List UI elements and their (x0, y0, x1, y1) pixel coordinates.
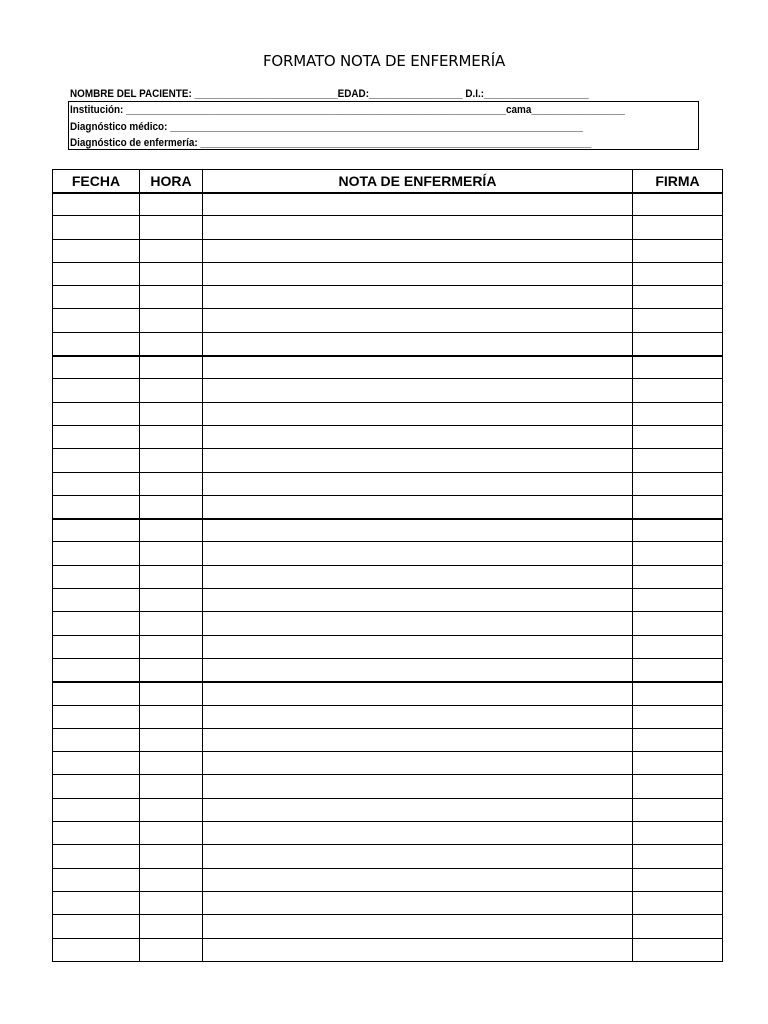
table-row (53, 915, 723, 938)
firma-cell[interactable] (633, 915, 723, 938)
firma-cell[interactable] (633, 309, 723, 332)
fecha-cell[interactable] (53, 495, 140, 518)
nota-cell[interactable] (203, 542, 633, 565)
table-row (53, 589, 723, 612)
hora-cell[interactable] (140, 239, 203, 262)
nursing-diagnosis-field[interactable]: Diagnóstico de enfermería: _______________________________________________________________________ (70, 137, 592, 149)
firma-cell[interactable] (633, 612, 723, 635)
firma-cell[interactable] (633, 239, 723, 262)
hora-cell[interactable] (140, 286, 203, 309)
table-row (53, 752, 723, 775)
nota-cell[interactable] (203, 379, 633, 402)
table-row (53, 239, 723, 262)
table-row (53, 472, 723, 495)
nota-cell[interactable] (203, 262, 633, 285)
table-row (53, 822, 723, 845)
table-row (53, 519, 723, 542)
firma-cell[interactable] (633, 938, 723, 961)
nota-cell[interactable] (203, 775, 633, 798)
fecha-cell[interactable] (53, 845, 140, 868)
table-row (53, 332, 723, 355)
nota-cell[interactable] (203, 612, 633, 635)
table-row (53, 938, 723, 961)
fecha-cell[interactable] (53, 216, 140, 239)
table-row (53, 309, 723, 332)
fecha-cell[interactable] (53, 356, 140, 379)
hora-cell[interactable] (140, 425, 203, 448)
table-row (53, 891, 723, 914)
nota-cell[interactable] (203, 798, 633, 821)
nota-cell[interactable] (203, 845, 633, 868)
header-firma: FIRMA (633, 170, 723, 193)
hora-cell[interactable] (140, 542, 203, 565)
table-row (53, 798, 723, 821)
nota-cell[interactable] (203, 495, 633, 518)
nota-cell[interactable] (203, 425, 633, 448)
nota-cell[interactable] (203, 915, 633, 938)
hora-cell[interactable] (140, 356, 203, 379)
fecha-cell[interactable] (53, 658, 140, 681)
firma-cell[interactable] (633, 868, 723, 891)
firma-cell[interactable] (633, 495, 723, 518)
fecha-cell[interactable] (53, 938, 140, 961)
nota-cell[interactable] (203, 449, 633, 472)
firma-cell[interactable] (633, 752, 723, 775)
firma-cell[interactable] (633, 798, 723, 821)
table-row (53, 425, 723, 448)
hora-cell[interactable] (140, 915, 203, 938)
hora-cell[interactable] (140, 309, 203, 332)
hora-cell[interactable] (140, 682, 203, 705)
fecha-cell[interactable] (53, 332, 140, 355)
nota-cell[interactable] (203, 332, 633, 355)
fecha-cell[interactable] (53, 519, 140, 542)
nota-cell[interactable] (203, 309, 633, 332)
hora-cell[interactable] (140, 938, 203, 961)
fecha-cell[interactable] (53, 891, 140, 914)
table-row (53, 658, 723, 681)
nota-cell[interactable] (203, 193, 633, 216)
nota-cell[interactable] (203, 356, 633, 379)
fecha-cell[interactable] (53, 775, 140, 798)
firma-cell[interactable] (633, 891, 723, 914)
table-row (53, 635, 723, 658)
firma-cell[interactable] (633, 635, 723, 658)
firma-cell[interactable] (633, 193, 723, 216)
hora-cell[interactable] (140, 216, 203, 239)
firma-cell[interactable] (633, 425, 723, 448)
nota-cell[interactable] (203, 565, 633, 588)
table-row (53, 402, 723, 425)
table-row (53, 612, 723, 635)
hora-cell[interactable] (140, 193, 203, 216)
hora-cell[interactable] (140, 472, 203, 495)
nursing-notes-table (52, 169, 723, 962)
fecha-cell[interactable] (53, 705, 140, 728)
header-nota: NOTA DE ENFERMERÍA (203, 170, 633, 193)
table-header-row (53, 170, 723, 193)
nota-cell[interactable] (203, 216, 633, 239)
table-row (53, 379, 723, 402)
fecha-cell[interactable] (53, 262, 140, 285)
firma-cell[interactable] (633, 589, 723, 612)
firma-cell[interactable] (633, 705, 723, 728)
table-row (53, 262, 723, 285)
fecha-cell[interactable] (53, 379, 140, 402)
medical-diagnosis-field[interactable]: Diagnóstico médico: ___________________________________________________________________________ (70, 121, 584, 133)
nota-cell[interactable] (203, 868, 633, 891)
hora-cell[interactable] (140, 262, 203, 285)
fecha-cell[interactable] (53, 239, 140, 262)
table-row (53, 286, 723, 309)
fecha-cell[interactable] (53, 635, 140, 658)
nota-cell[interactable] (203, 519, 633, 542)
hora-cell[interactable] (140, 845, 203, 868)
nota-cell[interactable] (203, 402, 633, 425)
table-row (53, 682, 723, 705)
nota-cell[interactable] (203, 589, 633, 612)
table-row (53, 495, 723, 518)
fecha-cell[interactable] (53, 402, 140, 425)
nota-cell[interactable] (203, 239, 633, 262)
table-row (53, 728, 723, 751)
fecha-cell[interactable] (53, 868, 140, 891)
table-row (53, 193, 723, 216)
nota-cell[interactable] (203, 472, 633, 495)
firma-cell[interactable] (633, 472, 723, 495)
table-row (53, 565, 723, 588)
fecha-cell[interactable] (53, 798, 140, 821)
firma-cell[interactable] (633, 356, 723, 379)
hora-cell[interactable] (140, 798, 203, 821)
table-row (53, 705, 723, 728)
firma-cell[interactable] (633, 565, 723, 588)
firma-cell[interactable] (633, 822, 723, 845)
firma-cell[interactable] (633, 379, 723, 402)
fecha-cell[interactable] (53, 425, 140, 448)
firma-cell[interactable] (633, 775, 723, 798)
firma-cell[interactable] (633, 845, 723, 868)
header-hora: HORA (140, 170, 203, 193)
firma-cell[interactable] (633, 449, 723, 472)
hora-cell[interactable] (140, 565, 203, 588)
hora-cell[interactable] (140, 449, 203, 472)
hora-cell[interactable] (140, 705, 203, 728)
patient-name-field[interactable]: NOMBRE DEL PACIENTE: __________________________EDAD:_________________ D.I.:___________________ (70, 88, 589, 100)
hora-cell[interactable] (140, 635, 203, 658)
table-body (53, 193, 723, 962)
nota-cell[interactable] (203, 891, 633, 914)
hora-cell[interactable] (140, 775, 203, 798)
hora-cell[interactable] (140, 519, 203, 542)
fecha-cell[interactable] (53, 822, 140, 845)
hora-cell[interactable] (140, 332, 203, 355)
firma-cell[interactable] (633, 542, 723, 565)
hora-cell[interactable] (140, 589, 203, 612)
hora-cell[interactable] (140, 868, 203, 891)
nota-cell[interactable] (203, 728, 633, 751)
firma-cell[interactable] (633, 262, 723, 285)
fecha-cell[interactable] (53, 449, 140, 472)
hora-cell[interactable] (140, 752, 203, 775)
fecha-cell[interactable] (53, 728, 140, 751)
fecha-cell[interactable] (53, 309, 140, 332)
nota-cell[interactable] (203, 635, 633, 658)
firma-cell[interactable] (633, 519, 723, 542)
fecha-cell[interactable] (53, 193, 140, 216)
nota-cell[interactable] (203, 938, 633, 961)
nota-cell[interactable] (203, 752, 633, 775)
hora-cell[interactable] (140, 822, 203, 845)
nota-cell[interactable] (203, 682, 633, 705)
table-row (53, 868, 723, 891)
fecha-cell[interactable] (53, 565, 140, 588)
firma-cell[interactable] (633, 332, 723, 355)
nota-cell[interactable] (203, 822, 633, 845)
header-fecha: FECHA (53, 170, 140, 193)
fecha-cell[interactable] (53, 682, 140, 705)
table-row (53, 542, 723, 565)
table-row (53, 356, 723, 379)
nota-cell[interactable] (203, 286, 633, 309)
firma-cell[interactable] (633, 216, 723, 239)
table-row (53, 216, 723, 239)
fecha-cell[interactable] (53, 612, 140, 635)
table-row (53, 845, 723, 868)
table-row (53, 449, 723, 472)
fecha-cell[interactable] (53, 589, 140, 612)
firma-cell[interactable] (633, 658, 723, 681)
fecha-cell[interactable] (53, 915, 140, 938)
firma-cell[interactable] (633, 286, 723, 309)
hora-cell[interactable] (140, 379, 203, 402)
firma-cell[interactable] (633, 402, 723, 425)
document-title: FORMATO NOTA DE ENFERMERÍA (262, 52, 506, 70)
hora-cell[interactable] (140, 495, 203, 518)
hora-cell[interactable] (140, 612, 203, 635)
fecha-cell[interactable] (53, 752, 140, 775)
firma-cell[interactable] (633, 728, 723, 751)
fecha-cell[interactable] (53, 472, 140, 495)
institution-field[interactable]: Institución: _____________________________________________________________________cama_________________ (70, 104, 625, 116)
fecha-cell[interactable] (53, 286, 140, 309)
hora-cell[interactable] (140, 658, 203, 681)
hora-cell[interactable] (140, 891, 203, 914)
fecha-cell[interactable] (53, 542, 140, 565)
hora-cell[interactable] (140, 728, 203, 751)
hora-cell[interactable] (140, 402, 203, 425)
table-row (53, 775, 723, 798)
nota-cell[interactable] (203, 658, 633, 681)
firma-cell[interactable] (633, 682, 723, 705)
nota-cell[interactable] (203, 705, 633, 728)
